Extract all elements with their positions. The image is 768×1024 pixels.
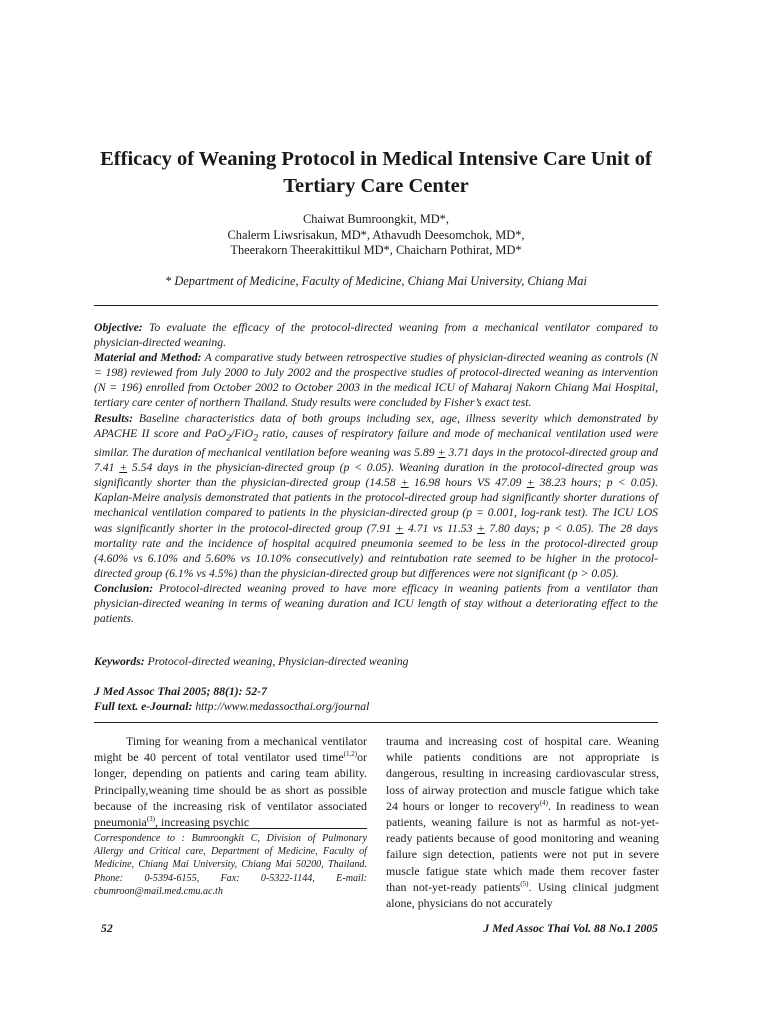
body-paragraph-left xyxy=(94,733,367,830)
fulltext-label: Full text. e-Journal: xyxy=(94,700,193,714)
results-text-3: ratio, causes of respiratory failure and mode of mechanical ventilation used were similar. The duration of mechanical ventilation before weaning was 5.89 xyxy=(94,426,659,460)
results-text-5: 5.54 days in the physician-directed group (p < 0.05). Weaning duration in the protocol-directed group was significantly shorter than the physician-directed group (14.58 xyxy=(94,461,659,490)
article-title: Efficacy of Weaning Protocol in Medical Intensive Care Unit of Tertiary Care Center xyxy=(100,148,652,197)
results-text-6: 16.98 hours VS 47.09 xyxy=(408,476,527,490)
correspondence-note: Correspondence to : Bumroongkit C, Division of Pulmonary Allergy and Critical care, Department of Medicine, Faculty of Medicine, Chiang Mai University, Chiang Mai 50200, Thailand. Phone: 0-5394-6155, Fax: 0-5322-1144, E-mail: cbumroon@mail.med.cmu.ac.th xyxy=(94,833,367,897)
results-text-4: 3.71 days in the protocol-directed group and 7.41 xyxy=(94,446,658,475)
body-text-right-b: . In readiness to wean patients, weaning failure is not as harmful as not-yet-ready patients because of good monitoring and weaning failure sign detection, patients were not put in severe muscle fatigue state which made them recover faster than not-yet-ready patients xyxy=(386,798,659,894)
plusminus-5: + xyxy=(395,521,404,535)
results-text-9: 7.80 days; p < 0.05). The 28 days mortality rate and the incidence of hospital acquired pneumonia seemed to be less in the protocol-directed group (4.60% vs 6.10% and 5.60% vs 10.10% consecutively) and reintubation rate seemed to be higher in the protocol-directed group (6.1% vs 4.5%) than the physician-directed group but differences were not significant (p > 0.05). xyxy=(94,521,658,580)
results-sub-2: 2 xyxy=(253,431,258,443)
reference-3[interactable]: (3) xyxy=(146,815,156,824)
plusminus-1: + xyxy=(437,446,446,460)
journal-reference: J Med Assoc Thai 2005; 88(1): 52-7 xyxy=(94,685,267,698)
abstract-methods xyxy=(94,350,658,410)
fulltext-line xyxy=(94,699,658,714)
author-line-1: Chaiwat Bumroongkit, MD*, xyxy=(303,212,449,226)
author-line-2: Chalerm Liwsrisakun, MD*, Athavudh Deesomchok, MD*, xyxy=(227,227,525,242)
results-text-7: 38.23 hours; p < 0.05). Kaplan-Meire analysis demonstrated that patients in the protocol-directed group had significantly shorter durations of mechanical ventilation compared to patients in the physician-directed group (p = 0.001, log-rank test). The ICU LOS was significantly shorter in the protocol-directed group (7.91 xyxy=(94,476,658,535)
body-text-right-a: trauma and increasing cost of hospital care. Weaning while patients conditions are not appropriate is dangerous, resulting in increasing cardiovascular stress, loss of airway protection and muscle fatigue which take 24 hours or longer to recovery xyxy=(386,734,659,813)
author-line-3: Theerakorn Theerakittikul MD*, Chaicharn Pothirat, MD* xyxy=(230,243,522,258)
body-text-right-c: . Using clinical judgment alone, physicians do not accurately xyxy=(386,879,659,911)
running-footer: J Med Assoc Thai Vol. 88 No.1 2005 xyxy=(483,922,658,935)
body-text-left-b: or longer, depending on patients and caring team ability. Principally,weaning time should be as short as possible because of the increasing risk of ventilator associated pneumonia xyxy=(94,750,367,830)
fulltext-url[interactable]: http://www.medassocthai.org/journal xyxy=(192,700,370,714)
correspondence-rule xyxy=(94,828,367,829)
keywords-label: Keywords: xyxy=(94,655,145,668)
plusminus-2: + xyxy=(119,461,128,475)
reference-4[interactable]: (4) xyxy=(539,798,549,807)
keywords-text: Protocol-directed weaning, Physician-directed weaning xyxy=(144,655,409,668)
affiliation: * Department of Medicine, Faculty of Medicine, Chiang Mai University, Chiang Mai xyxy=(165,274,587,288)
results-text-8: 4.71 vs 11.53 xyxy=(403,521,477,535)
results-label: Results: xyxy=(94,411,133,425)
plusminus-3: + xyxy=(400,476,409,490)
methods-label: Material and Method: xyxy=(94,351,202,365)
abstract-results xyxy=(94,411,658,581)
abstract-objective xyxy=(94,320,658,350)
page-number: 52 xyxy=(101,922,113,935)
keywords xyxy=(94,655,658,668)
results-text-1: Baseline characteristics data of both groups including sex, age, illness severity which demonstrated by APACHE II score and PaO xyxy=(94,411,658,440)
reference-5[interactable]: (5) xyxy=(520,879,529,888)
conclusion-label: Conclusion: xyxy=(94,581,154,595)
methods-text: A comparative study between retrospective studies of physician-directed weaning as controls (N = 198) reviewed from July 2000 to July 2002 and the prospective studies of protocol-directed weaning as intervention (N = 196) enrolled from October 2002 to October 2003 in the medical ICU of Maharaj Nakorn Chiang Mai Hospital, tertiary care center of northern Thailand. Study results were concluded by Fisher’s exact test. xyxy=(94,351,659,410)
plusminus-4: + xyxy=(526,476,535,490)
body-text-left-a: Timing for weaning from a mechanical ventilator might be 40 percent of total ventilator used time xyxy=(94,734,367,765)
body-column-right xyxy=(386,733,659,911)
results-text-2: /FiO xyxy=(231,426,254,440)
author-list xyxy=(94,212,658,259)
plusminus-6: + xyxy=(476,521,485,535)
results-sub-1: 2 xyxy=(226,431,232,443)
header-rule xyxy=(94,305,658,306)
abstract-conclusion xyxy=(94,581,658,626)
reference-1-2[interactable]: (1,2) xyxy=(343,750,358,759)
body-column-left xyxy=(94,733,367,830)
body-paragraph-right xyxy=(386,733,659,911)
objective-label: Objective: xyxy=(94,321,143,334)
conclusion-text: Protocol-directed weaning proved to have more efficacy in weaning patients from a ventilator than physician-directed weaning in terms of weaning duration and ICU length of stay without a deteriorating effect to the patients. xyxy=(94,581,658,626)
body-text-left-c: , increasing psychic xyxy=(155,815,250,830)
abstract xyxy=(94,320,658,626)
objective-text: To evaluate the efficacy of the protocol-directed weaning from a mechanical ventilator compared to physician-directed weaning. xyxy=(94,321,658,350)
citation-block xyxy=(94,684,658,714)
abstract-bottom-rule xyxy=(94,722,658,723)
